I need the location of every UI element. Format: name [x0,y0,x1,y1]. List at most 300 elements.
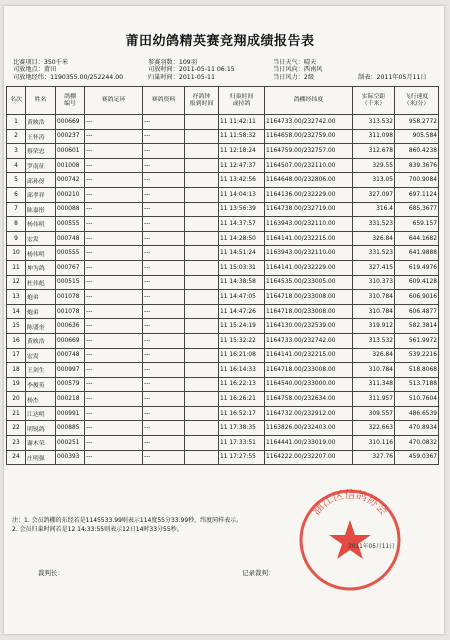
table-cell: 1164136.00/232229.00 [265,187,353,202]
table-row [7,436,439,451]
table-cell: 杨伟明 [26,246,56,261]
table-cell: 11 12:18:24 [219,144,265,159]
table-row [7,319,439,334]
table-cell: 10 [7,246,26,261]
table-cell: --- [143,246,185,261]
table-cell: 1163943.00/232110.00 [265,246,353,261]
table-cell: 11 14:51:24 [219,246,265,261]
table-cell [185,348,219,363]
column-header-line: 鸽棚经纬度 [293,97,324,104]
table-row [7,392,439,407]
table-cell: --- [143,173,185,188]
table-cell: 11 [7,260,26,275]
table-cell: 958.2772 [395,115,439,130]
table-cell: 310.784 [353,363,395,378]
table-cell: 23 [7,436,26,451]
table-cell: 1163943.00/232110.00 [265,217,353,232]
table-cell: 322.663 [353,421,395,436]
table-cell: 1164535.00/233005.00 [265,275,353,290]
table-cell [185,333,219,348]
table-cell: 860.4238 [395,144,439,159]
table-cell: --- [143,187,185,202]
table-cell: 000515 [56,275,85,290]
column-header-line: （千米） [361,100,386,107]
svg-text:涵江区信鸽协会: 涵江区信鸽协会 [309,487,391,518]
table-cell: 17 [7,348,26,363]
table-cell: --- [85,231,143,246]
table-cell: 11 15:24:19 [219,319,265,334]
table-cell: 1164441.00/233019.00 [265,436,353,451]
table-cell: 杨伟明 [26,217,56,232]
table-cell [185,144,219,159]
table-cell: 11 13:56:39 [219,202,265,217]
table-cell: 310.784 [353,290,395,305]
table-cell: --- [85,246,143,261]
table-cell: --- [85,129,143,144]
table-cell: 839.3676 [395,158,439,173]
table-cell: 000237 [56,129,85,144]
table-cell [185,246,219,261]
table-cell: 000555 [56,217,85,232]
table-cell: 539.2216 [395,348,439,363]
table-cell: 6 [7,187,26,202]
table-cell [185,377,219,392]
table-cell: 327.415 [353,260,395,275]
table-cell: --- [143,202,185,217]
table-cell: --- [143,363,185,378]
table-cell: 1164733.00/232742.00 [265,115,353,130]
column-header-line: 抒鸽钟 [192,94,211,100]
table-row [7,304,439,319]
table-cell: --- [143,275,185,290]
table-cell: 1164718.00/233008.00 [265,363,353,378]
column-header-line: 编号 [64,100,76,107]
table-row [7,144,439,159]
table-cell: 1164648.00/232806.00 [265,173,353,188]
table-cell: 13 [7,290,26,305]
table-cell: 1164141.00/232215.00 [265,348,353,363]
table-cell: 700.9084 [395,173,439,188]
table-cell [185,275,219,290]
column-header-line: 实际空距 [361,94,386,100]
table-header-row [7,87,439,115]
column-header-line: 鸽棚 [64,94,76,100]
table-cell: 江达明 [26,406,56,421]
table-cell: 459.0367 [395,450,439,465]
table-row [7,129,439,144]
table-row [7,348,439,363]
table-cell: 609.4128 [395,275,439,290]
column-header [26,87,56,115]
table-cell: --- [85,158,143,173]
table-cell: 15 [7,319,26,334]
footnote: 2. 会员归巢时间若是12 14:33:55则表示12日14时33分55秒。 [12,525,183,533]
table-cell [185,129,219,144]
table-cell: 331.523 [353,246,395,261]
table-cell: 12 [7,275,26,290]
table-cell: 001078 [56,304,85,319]
table-cell: --- [143,421,185,436]
column-header [85,87,143,115]
table-cell: 炮弟 [26,304,56,319]
table-cell: 9 [7,231,26,246]
table-cell [185,392,219,407]
column-header [219,87,265,115]
table-cell: 518.8068 [395,363,439,378]
table-cell: --- [85,348,143,363]
table-cell: 1164759.00/232757.00 [265,144,353,159]
table-cell: --- [85,202,143,217]
report-title: 莆田幼鸽精英赛竞翔成绩报告表 [125,34,315,49]
table-cell: 杨杰 [26,392,56,407]
table-cell: 000669 [56,115,85,130]
table-cell: 11 15:03:31 [219,260,265,275]
table-body [7,115,439,465]
table-cell: 1164732.00/232912.00 [265,406,353,421]
table-cell: --- [85,115,143,130]
table-cell: 21 [7,406,26,421]
table-cell: 19 [7,377,26,392]
table-cell: 7 [7,202,26,217]
table-row [7,377,439,392]
column-header [353,87,395,115]
table-cell: 14 [7,304,26,319]
table-cell: 310.373 [353,275,395,290]
table-cell: 1164758.00/232634.00 [265,392,353,407]
column-header [7,87,26,115]
table-cell: 11 14:38:58 [219,275,265,290]
table-cell: --- [143,333,185,348]
table-cell: 486.6539 [395,406,439,421]
table-cell: --- [143,406,185,421]
table-cell: --- [143,129,185,144]
table-cell: 11 16:22:13 [219,377,265,392]
official-seal [296,486,404,594]
table-cell [185,304,219,319]
table-cell: 513.7188 [395,377,439,392]
table-cell: 329.55 [353,158,395,173]
info-item: 当日天气：晴天 [273,59,317,66]
table-cell: 326.84 [353,348,395,363]
table-cell: 000555 [56,246,85,261]
table-cell: --- [85,406,143,421]
table-cell: 685.3677 [395,202,439,217]
table-cell: 1164540.00/233000.00 [265,377,353,392]
info-mid [148,59,235,81]
column-header-line: 报到时间 [189,100,214,107]
print-date: 制表：2011年05月11日 [358,74,427,81]
table-cell: 11 12:47:37 [219,158,265,173]
info-item: 司放地点：莆田 [13,66,57,74]
table-cell: 王怀涛 [26,129,56,144]
column-header-line: 姓名 [34,97,47,104]
table-cell: 20 [7,392,26,407]
table-cell: 000088 [56,202,85,217]
table-row [7,450,439,465]
table-cell: --- [85,363,143,378]
info-item: 当日风向：西南风 [273,66,323,74]
table-cell: 000748 [56,231,85,246]
table-cell: --- [85,450,143,465]
table-cell: 11 17:27:55 [219,450,265,465]
table-cell: 明锐鸽 [26,421,56,436]
table-cell: 11 16:52:17 [219,406,265,421]
table-cell: --- [143,290,185,305]
table-cell: 309.557 [353,406,395,421]
table-cell [185,173,219,188]
table-cell: 1164141.00/232229.00 [265,260,353,275]
table-cell: 11 15:32:22 [219,333,265,348]
table-cell [185,406,219,421]
table-cell: 606.4877 [395,304,439,319]
table-cell: 313.532 [353,115,395,130]
table-row [7,231,439,246]
table-cell: 1 [7,115,26,130]
table-cell [185,290,219,305]
table-cell: 000210 [56,187,85,202]
table-cell: 1164738.00/232719.00 [265,202,353,217]
table-cell: --- [85,333,143,348]
column-header [265,87,353,115]
table-cell: 黄映浩 [26,333,56,348]
table-cell: 炮弟 [26,290,56,305]
table-cell: 312.678 [353,144,395,159]
table-cell: 000669 [56,333,85,348]
table-cell: 697.1124 [395,187,439,202]
table-cell: 000767 [56,260,85,275]
table-cell: 644.1682 [395,231,439,246]
table-cell: 16 [7,333,26,348]
table-cell: 11 14:37:57 [219,217,265,232]
table-cell: --- [85,319,143,334]
table-cell: 1164130.00/232539.00 [265,319,353,334]
table-cell: 11 17:38:35 [219,421,265,436]
table-cell: 11 16:21:08 [219,348,265,363]
table-cell: 582.3814 [395,319,439,334]
table-cell [185,231,219,246]
table-cell: 000218 [56,392,85,407]
table-cell: 庄明强 [26,450,56,465]
column-header [185,87,219,115]
table-cell: --- [143,348,185,363]
table-cell: --- [143,377,185,392]
seal-date: 2011年05月11日 [348,544,395,550]
table-row [7,406,439,421]
table-cell: 327.097 [353,187,395,202]
table-cell [185,450,219,465]
table-cell: --- [143,450,185,465]
footnotes [12,517,242,534]
column-header-line: 或持鸽 [232,100,251,107]
table-row [7,333,439,348]
table-cell: 11 11:42:11 [219,115,265,130]
table-cell [185,421,219,436]
table-cell: 11 17:33:51 [219,436,265,451]
table-row [7,275,439,290]
judge-signature-label: 裁判长： [38,569,64,577]
column-header [395,87,439,115]
info-item: 司放时间：2011-05-11 06:15 [148,66,235,74]
table-cell: 5 [7,173,26,188]
table-cell: 000393 [56,450,85,465]
column-header-line: （米/分） [403,100,430,107]
table-cell: 311.348 [353,377,395,392]
table-cell: --- [85,144,143,159]
table-cell: --- [143,217,185,232]
table-row [7,246,439,261]
table-cell: 24 [7,450,26,465]
table-cell: 000601 [56,144,85,159]
table-cell: --- [143,304,185,319]
table-cell: 659.157 [395,217,439,232]
table-cell: --- [143,319,185,334]
table-cell: 619.4976 [395,260,439,275]
table-cell: --- [85,217,143,232]
info-item: 司放地经纬：1190355.00/252244.00 [13,73,124,81]
recorder-signature-label: 记录裁判： [242,569,275,577]
table-cell: --- [143,158,185,173]
table-row [7,115,439,130]
table-cell: 470.8934 [395,421,439,436]
table-cell: 1164718.00/233008.00 [265,304,353,319]
table-cell: 11 14:47:26 [219,304,265,319]
table-cell: --- [85,436,143,451]
table-cell: 11 16:26:21 [219,392,265,407]
table-cell [185,319,219,334]
table-cell: --- [85,304,143,319]
column-header [143,87,185,115]
table-cell: --- [85,187,143,202]
table-cell: --- [143,144,185,159]
table-cell: --- [85,290,143,305]
table-cell: 邱孙伢 [26,173,56,188]
table-cell: 宏发 [26,348,56,363]
table-cell [185,217,219,232]
table-cell: 李俊英 [26,377,56,392]
table-cell: 000251 [56,436,85,451]
table-cell: 1164733.00/232742.00 [265,333,353,348]
table-cell [185,158,219,173]
table-row [7,158,439,173]
table-cell [185,202,219,217]
table-cell: 000579 [56,377,85,392]
table-cell: 1164507.00/232110.00 [265,158,353,173]
table-cell [185,115,219,130]
table-cell: --- [85,421,143,436]
table-cell: 001078 [56,290,85,305]
table-cell [185,436,219,451]
table-cell: 11 13:42:56 [219,173,265,188]
table-cell: 黄映浩 [26,115,56,130]
table-row [7,217,439,232]
table-cell: 杜伟彪 [26,275,56,290]
table-cell: 310.116 [353,436,395,451]
table-cell: 王剑生 [26,363,56,378]
table-cell: 蔡荣忠 [26,144,56,159]
table-cell: --- [143,231,185,246]
info-item: 比赛项目：350千米 [13,59,69,66]
column-header-line: 名次 [10,97,22,104]
table-cell: 311.098 [353,129,395,144]
table-cell [185,260,219,275]
table-cell: --- [143,260,185,275]
table-row [7,173,439,188]
table-cell: --- [85,392,143,407]
table-cell: 000997 [56,363,85,378]
table-cell: 311.957 [353,392,395,407]
table-row [7,202,439,217]
table-cell: 561.9972 [395,333,439,348]
table-cell [185,187,219,202]
table-cell: --- [85,260,143,275]
info-item: 归巢时间：2011-05-11 [148,73,215,81]
table-cell: 11 14:28:50 [219,231,265,246]
table-cell: 陈嘉彤 [26,202,56,217]
table-cell [185,363,219,378]
table-cell: 606.9016 [395,290,439,305]
table-cell: 000885 [56,421,85,436]
table-cell: 310.784 [353,304,395,319]
column-header-line: 归巢时间 [229,94,254,100]
table-cell: 1164658.00/232759.00 [265,129,353,144]
table-cell: 905.584 [395,129,439,144]
table-cell: 4 [7,158,26,173]
table-cell: 313.05 [353,173,395,188]
table-cell: 001008 [56,158,85,173]
column-header-line: 飞行速度 [404,94,429,100]
table-cell: 11 14:47:05 [219,290,265,305]
table-row [7,260,439,275]
table-cell: 510.7604 [395,392,439,407]
table-cell: 11 16:14:33 [219,363,265,378]
table-cell: 罗南征 [26,158,56,173]
table-cell: 1164718.00/233008.00 [265,290,353,305]
info-item: 当日风力：2级 [273,73,315,81]
table-cell: 1164222.00/232207.00 [265,450,353,465]
footnote: 注：1. 会员鸽棚的东经若是1145533.99则表示114度55分33.99秒，纬度同样表示。 [12,517,243,524]
table-cell: --- [85,173,143,188]
info-right [273,59,323,81]
table-cell: 313.532 [353,333,395,348]
table-row [7,290,439,305]
table-cell: 2 [7,129,26,144]
column-header [56,87,85,115]
table-row [7,187,439,202]
table-cell: --- [85,377,143,392]
table-cell: 641.9888 [395,246,439,261]
table-cell: 326.84 [353,231,395,246]
table-cell: 000742 [56,173,85,188]
table-cell: 1164141.00/232215.00 [265,231,353,246]
table-cell: 8 [7,217,26,232]
table-cell: 000991 [56,406,85,421]
table-cell: 18 [7,363,26,378]
table-cell: 316.4 [353,202,395,217]
table-cell: 000748 [56,348,85,363]
column-header-line: 赛鸽资料 [151,97,176,104]
table-cell: --- [143,115,185,130]
table-cell: 11 11:58:32 [219,129,265,144]
table-cell: 327.76 [353,450,395,465]
table-cell: 宏发 [26,231,56,246]
table-cell: 谢木荣 [26,436,56,451]
table-cell: 陈盛奎 [26,319,56,334]
table-cell: --- [143,436,185,451]
table-cell: 470.0832 [395,436,439,451]
table-cell: 邱孝祥 [26,187,56,202]
results-table [6,86,439,465]
column-header-line: 赛鸽足环 [101,97,126,104]
